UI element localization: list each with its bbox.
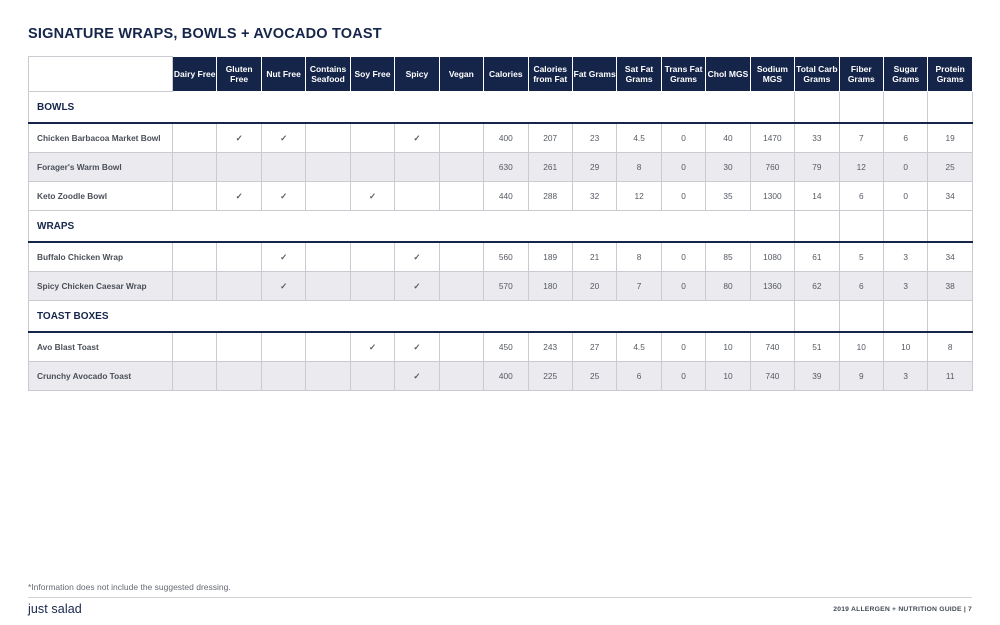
table-cell: 6 (617, 362, 661, 391)
table-cell (217, 153, 261, 182)
item-name: Chicken Barbacoa Market Bowl (29, 123, 173, 153)
table-cell: 33 (795, 123, 839, 153)
table-cell: 1470 (750, 123, 794, 153)
column-header: Nut Free (261, 57, 305, 92)
checkmark-icon: ✓ (261, 272, 305, 301)
table-cell (261, 362, 305, 391)
table-cell (350, 123, 394, 153)
section-title: WRAPS (29, 211, 795, 243)
table-cell: 29 (572, 153, 616, 182)
table-cell: 261 (528, 153, 572, 182)
table-cell (217, 272, 261, 301)
table-cell: 9 (839, 362, 883, 391)
table-cell (439, 272, 483, 301)
section-empty-cell (928, 301, 972, 333)
table-cell: 7 (839, 123, 883, 153)
table-cell (306, 242, 350, 272)
checkmark-icon: ✓ (350, 332, 394, 362)
table-cell (173, 362, 217, 391)
table-cell: 400 (484, 123, 528, 153)
column-header: Sat Fat Grams (617, 57, 661, 92)
section-empty-cell (884, 301, 928, 333)
table-cell (439, 332, 483, 362)
table-row (29, 242, 973, 272)
table-cell: 6 (884, 123, 928, 153)
table-cell: 560 (484, 242, 528, 272)
table-cell: 11 (928, 362, 972, 391)
table-row (29, 153, 973, 182)
column-header: Calories (484, 57, 528, 92)
section-empty-cell (928, 211, 972, 243)
table-cell: 400 (484, 362, 528, 391)
column-header: Contains Seafood (306, 57, 350, 92)
section-title: TOAST BOXES (29, 301, 795, 333)
page-title: SIGNATURE WRAPS, BOWLS + AVOCADO TOAST (28, 26, 382, 42)
table-cell (173, 153, 217, 182)
checkmark-icon: ✓ (395, 242, 439, 272)
table-cell: 3 (884, 362, 928, 391)
table-cell (395, 182, 439, 211)
table-row (29, 123, 973, 153)
section-empty-cell (795, 92, 839, 124)
section-empty-cell (839, 211, 883, 243)
section-empty-cell (884, 92, 928, 124)
table-cell: 8 (617, 242, 661, 272)
table-cell (306, 362, 350, 391)
table-cell: 27 (572, 332, 616, 362)
table-cell (350, 272, 394, 301)
table-cell (439, 182, 483, 211)
table-cell (306, 332, 350, 362)
table-cell (173, 332, 217, 362)
table-cell (439, 242, 483, 272)
column-header: Soy Free (350, 57, 394, 92)
section-header-row (29, 92, 973, 124)
section-empty-cell (928, 92, 972, 124)
table-cell (217, 332, 261, 362)
table-cell (350, 362, 394, 391)
table-cell: 5 (839, 242, 883, 272)
table-cell: 0 (661, 332, 705, 362)
table-cell: 0 (661, 182, 705, 211)
table-cell: 1300 (750, 182, 794, 211)
table-cell: 25 (572, 362, 616, 391)
table-cell: 39 (795, 362, 839, 391)
item-name: Keto Zoodle Bowl (29, 182, 173, 211)
table-cell (306, 123, 350, 153)
section-empty-cell (839, 301, 883, 333)
brand-logo: just salad (28, 602, 82, 616)
table-cell: 1360 (750, 272, 794, 301)
table-cell (439, 153, 483, 182)
table-cell (306, 182, 350, 211)
table-cell: 14 (795, 182, 839, 211)
footer-divider (28, 597, 972, 598)
table-cell (306, 272, 350, 301)
table-cell: 32 (572, 182, 616, 211)
table-cell: 0 (884, 182, 928, 211)
table-cell: 288 (528, 182, 572, 211)
table-cell: 630 (484, 153, 528, 182)
column-header: Calories from Fat (528, 57, 572, 92)
checkmark-icon: ✓ (395, 332, 439, 362)
column-header: Sugar Grams (884, 57, 928, 92)
table-cell (173, 272, 217, 301)
table-cell: 450 (484, 332, 528, 362)
table-cell (173, 242, 217, 272)
table-cell: 12 (839, 153, 883, 182)
table-cell: 20 (572, 272, 616, 301)
table-row (29, 182, 973, 211)
header-corner (29, 57, 173, 92)
column-header: Gluten Free (217, 57, 261, 92)
table-cell: 62 (795, 272, 839, 301)
checkmark-icon: ✓ (217, 123, 261, 153)
checkmark-icon: ✓ (261, 242, 305, 272)
table-cell: 0 (661, 123, 705, 153)
checkmark-icon: ✓ (395, 123, 439, 153)
table-row (29, 332, 973, 362)
table-cell: 30 (706, 153, 750, 182)
item-name: Avo Blast Toast (29, 332, 173, 362)
column-header: Dairy Free (173, 57, 217, 92)
column-header: Total Carb Grams (795, 57, 839, 92)
table-cell: 34 (928, 182, 972, 211)
table-cell: 61 (795, 242, 839, 272)
column-header: Vegan (439, 57, 483, 92)
table-cell (350, 242, 394, 272)
table-cell: 10 (706, 332, 750, 362)
section-header-row (29, 301, 973, 333)
table-cell: 21 (572, 242, 616, 272)
table-cell: 10 (839, 332, 883, 362)
checkmark-icon: ✓ (395, 272, 439, 301)
table-cell: 189 (528, 242, 572, 272)
table-cell: 51 (795, 332, 839, 362)
column-header: Chol MGS (706, 57, 750, 92)
table-header-row (29, 57, 973, 92)
table-cell: 3 (884, 242, 928, 272)
table-cell (261, 153, 305, 182)
table-cell: 35 (706, 182, 750, 211)
table-cell (439, 362, 483, 391)
item-name: Buffalo Chicken Wrap (29, 242, 173, 272)
table-cell: 440 (484, 182, 528, 211)
section-empty-cell (795, 301, 839, 333)
table-cell: 4.5 (617, 123, 661, 153)
table-cell: 4.5 (617, 332, 661, 362)
table-cell: 1080 (750, 242, 794, 272)
table-cell: 12 (617, 182, 661, 211)
table-cell: 6 (839, 272, 883, 301)
table-cell: 225 (528, 362, 572, 391)
table-cell: 0 (661, 242, 705, 272)
table-cell: 10 (706, 362, 750, 391)
table-cell: 80 (706, 272, 750, 301)
table-cell (173, 182, 217, 211)
table-cell: 8 (928, 332, 972, 362)
section-empty-cell (795, 211, 839, 243)
table-cell: 0 (884, 153, 928, 182)
table-cell (395, 153, 439, 182)
table-cell: 207 (528, 123, 572, 153)
checkmark-icon: ✓ (350, 182, 394, 211)
item-name: Crunchy Avocado Toast (29, 362, 173, 391)
table-cell (217, 242, 261, 272)
column-header: Spicy (395, 57, 439, 92)
table-cell: 0 (661, 153, 705, 182)
table-cell: 38 (928, 272, 972, 301)
table-cell (217, 362, 261, 391)
table-cell: 79 (795, 153, 839, 182)
column-header: Fat Grams (572, 57, 616, 92)
section-header-row (29, 211, 973, 243)
table-cell: 85 (706, 242, 750, 272)
section-title: BOWLS (29, 92, 795, 124)
table-cell: 570 (484, 272, 528, 301)
footer-page-label: 2019 ALLERGEN + NUTRITION GUIDE | 7 (833, 606, 972, 613)
column-header: Protein Grams (928, 57, 972, 92)
checkmark-icon: ✓ (395, 362, 439, 391)
table-row (29, 272, 973, 301)
table-cell: 40 (706, 123, 750, 153)
footnote: *Information does not include the suggested dressing. (28, 582, 231, 592)
table-cell (306, 153, 350, 182)
table-cell: 740 (750, 332, 794, 362)
table-cell: 6 (839, 182, 883, 211)
table-cell: 25 (928, 153, 972, 182)
item-name: Spicy Chicken Caesar Wrap (29, 272, 173, 301)
item-name: Forager's Warm Bowl (29, 153, 173, 182)
table-cell: 23 (572, 123, 616, 153)
column-header: Sodium MGS (750, 57, 794, 92)
checkmark-icon: ✓ (261, 123, 305, 153)
table-cell: 19 (928, 123, 972, 153)
table-cell: 0 (661, 362, 705, 391)
table-cell: 3 (884, 272, 928, 301)
column-header: Fiber Grams (839, 57, 883, 92)
table-cell: 34 (928, 242, 972, 272)
checkmark-icon: ✓ (217, 182, 261, 211)
table-cell (350, 153, 394, 182)
table-cell: 7 (617, 272, 661, 301)
nutrition-table (28, 56, 973, 391)
table-cell: 10 (884, 332, 928, 362)
table-cell (439, 123, 483, 153)
table-cell (261, 332, 305, 362)
column-header: Trans Fat Grams (661, 57, 705, 92)
table-cell: 0 (661, 272, 705, 301)
table-cell: 180 (528, 272, 572, 301)
table-row (29, 362, 973, 391)
table-cell (173, 123, 217, 153)
checkmark-icon: ✓ (261, 182, 305, 211)
table-cell: 243 (528, 332, 572, 362)
table-cell: 8 (617, 153, 661, 182)
section-empty-cell (884, 211, 928, 243)
table-cell: 760 (750, 153, 794, 182)
section-empty-cell (839, 92, 883, 124)
table-cell: 740 (750, 362, 794, 391)
